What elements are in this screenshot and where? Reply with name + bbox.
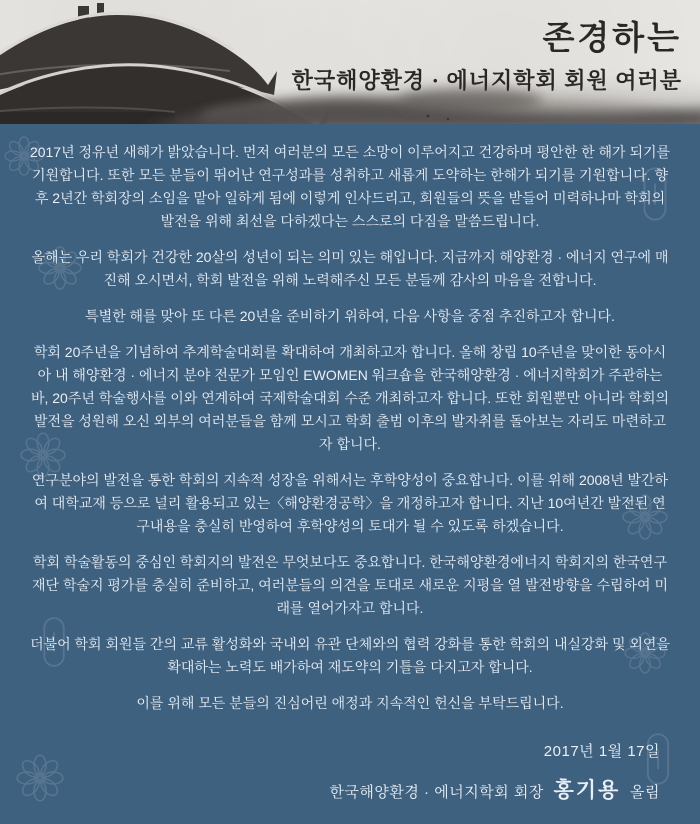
page-subtitle: 한국해양환경 · 에너지학회 회원 여러분 — [291, 67, 682, 93]
header-banner — [0, 0, 700, 124]
signature-date: 2017년 1월 17일 — [543, 743, 660, 760]
letter-paragraph: 2017년 정유년 새해가 밝았습니다. 먼저 여러분의 모든 소망이 이루어지고 건강하며 평안한 한 해가 되기를 기원합니다. 또한 모든 분들이 뛰어난 연구성과를 성취하고 새롭게 도약하는 한해가 되기를 기원합니다. 향후 2년간 학회장의 소임을 맡아 일하게 됨에 이렇게 인사드리고, 회원들의 뜻을 받들어 미력하나마 학회의 발전을 위해 최선을 다하겠다는 스스로의 다짐을 말씀드립니다. — [29, 144, 671, 229]
letter-paragraph: 더불어 학회 회원들 간의 교류 활성화와 국내외 유관 단체와의 협력 강화를 통한 학회의 내실강화 및 외연을 확대하는 노력도 배가하여 재도약의 기틀을 다지고자 합니다. — [30, 636, 670, 675]
letter-body-area — [0, 124, 700, 824]
signature-closing: 올림 — [630, 784, 660, 801]
signature-name: 홍기용 — [553, 779, 621, 802]
page-title: 존경하는 — [542, 21, 682, 57]
letter-body — [28, 141, 672, 728]
letter-paragraph: 특별한 해를 맞아 또 다른 20년을 준비하기 위하여, 다음 사항을 중점 추진하고자 합니다. — [85, 308, 615, 324]
letter-paragraph: 학회 20주년을 기념하여 추계학술대회를 확대하여 개최하고자 합니다. 올해 창립 10주년을 맞이한 동아시아 내 해양환경 · 에너지 분야 전문가 모임인 EWOMEN 워크숍을 한국해양환경 · 에너지학회가 주관하는 바, 20주년 학술행사를 이와 연계하여 국제학술대회 수준 개최하고자 합니다. 또한 회원뿐만 아니라 학회의 발전을 성원해 오신 외부의 여러분들을 함께 모시고 학회 출범 이후의 발자취를 돌아보는 자리도 마련하고자 합니다. — [30, 344, 670, 452]
signature-block — [28, 740, 672, 804]
signature-line — [28, 774, 660, 804]
letter-paragraph: 학회 학술활동의 중심인 학회지의 발전은 무엇보다도 중요합니다. 한국해양환경에너지 학회지의 한국연구재단 학술지 평가를 충실히 준비하고, 여러분들의 의견을 토대로 새로운 지평을 열 발전방향을 수립하여 미래를 열어가자고 합니다. — [32, 554, 668, 616]
letter-paragraph: 연구분야의 발전을 통한 학회의 지속적 성장을 위해서는 후학양성이 중요합니다. 이를 위해 2008년 발간하여 대학교재 등으로 널리 활용되고 있는〈해양환경공학〉을 개정하고자 합니다. 지난 10여년간 발전된 연구내용을 충실히 반영하여 후학양성의 토대가 될 수 있도록 하겠습니다. — [31, 472, 669, 534]
letter-paragraph: 올해는 우리 학회가 건강한 20살의 성년이 되는 의미 있는 해입니다. 지금까지 해양환경 · 에너지 연구에 매진해 오시면서, 학회 발전을 위해 노력해주신 모든 분들께 감사의 마음을 전합니다. — [31, 249, 669, 288]
header-titles — [292, 22, 682, 95]
signature-sender-title: 한국해양환경 · 에너지학회 회장 — [329, 784, 544, 801]
letter-paragraph: 이를 위해 모든 분들의 진심어린 애정과 지속적인 헌신을 부탁드립니다. — [136, 695, 564, 711]
